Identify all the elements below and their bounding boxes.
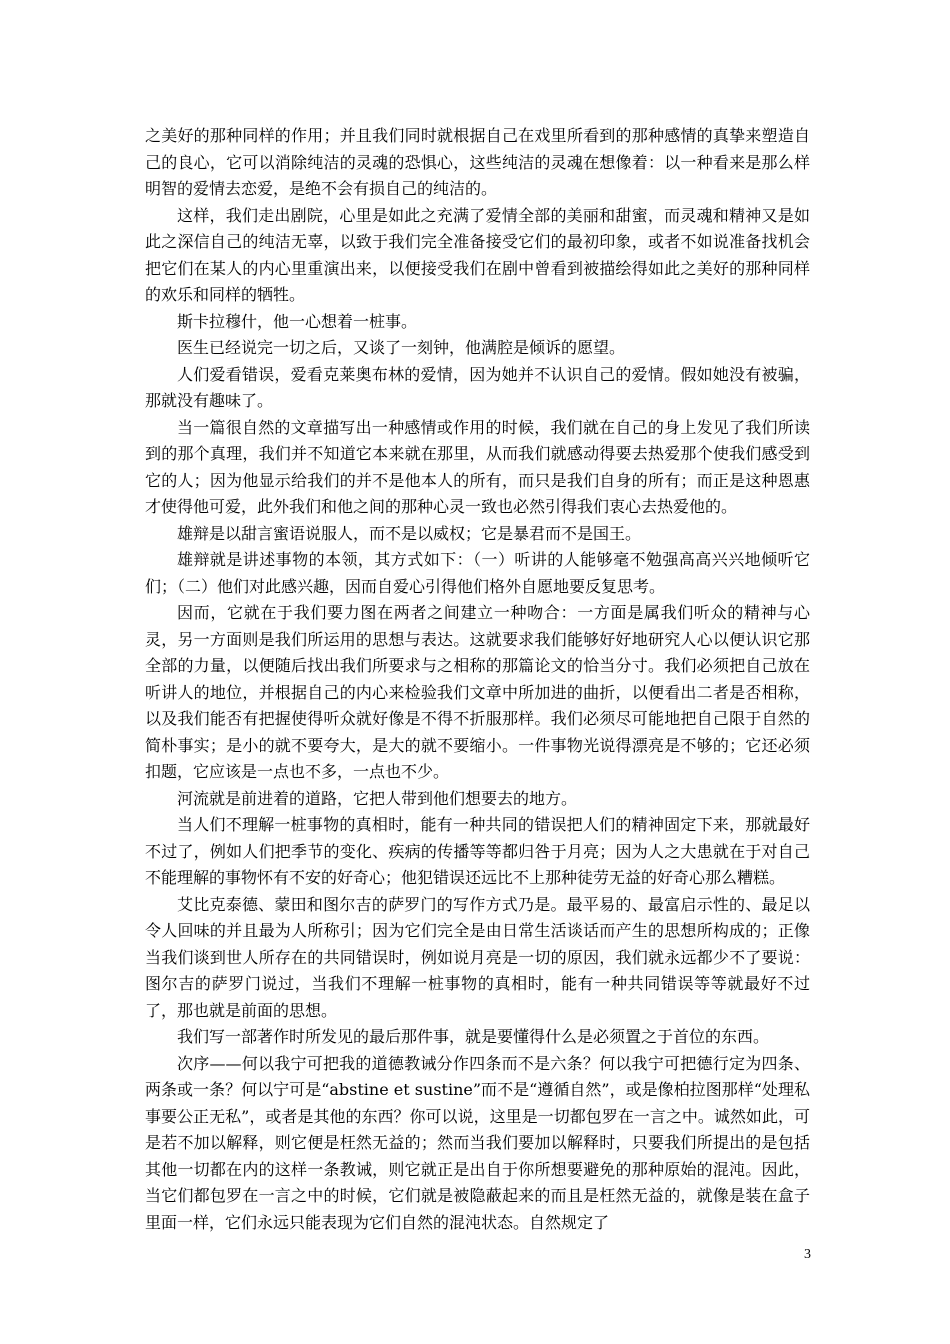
paragraph: 艾比克泰德、蒙田和图尔吉的萨罗门的写作方式乃是。最平易的、最富启示性的、最足以令人回味的并且最为人所称引；因为它们完全是由日常生活谈话而产生的思想所构成的；正像当我们谈到世人所存在的共同错误时，例如说月亮是一切的原因，我们就永远都少不了要说：图尔吉的萨罗门说过，当我们不理解一桩事物的真相时，能有一种共同错误等等就最好不过了，那也就是前面的思想。 <box>145 894 810 1020</box>
paragraph: 次序——何以我宁可把我的道德教诫分作四条而不是六条？何以我宁可把德行定为四条、两条或一条？何以宁可是“abstine et sustine”而不是“遵循自然”，或是像柏拉图那样“处理私事要公正无私”，或者是其他的东西？你可以说，这里是一切都包罗在一言之中。诚然如此，可是若不加以解释，则它便是枉然无益的；然而当我们要加以解释时，只要我们所提出的是包括其他一切都在内的这样一条教诫，则它就正是出自于你所想要避免的那种原始的混沌。因此，当它们都包罗在一言之中的时候，它们就是被隐蔽起来的而且是枉然无益的，就像是装在盒子里面一样，它们永远只能表现为它们自然的混沌状态。自然规定了 <box>145 1053 810 1232</box>
paragraph: 当一篇很自然的文章描写出一种感情或作用的时候，我们就在自己的身上发见了我们所读到的那个真理，我们并不知道它本来就在那里，从而我们就感动得要去热爱那个使我们感受到它的人；因为他显示给我们的并不是他本人的所有，而只是我们自身的所有；而正是这种恩惠才使得他可爱，此外我们和他之间的那种心灵一致也必然引得我们衷心去热爱他的。 <box>145 417 810 516</box>
paragraph: 我们写一部著作时所发见的最后那件事，就是要懂得什么是必须置之于首位的东西。 <box>177 1027 770 1046</box>
paragraph: 人们爱看错误，爱看克莱奥布林的爱情，因为她并不认识自己的爱情。假如她没有被骗，那就没有趣味了。 <box>145 364 810 410</box>
paragraph: 雄辩就是讲述事物的本领，其方式如下：（一）听讲的人能够毫不勉强高高兴兴地倾听它们；（二）他们对此感兴趣，因而自爱心引得他们格外自愿地要反复思考。 <box>145 550 810 596</box>
paragraph: 之美好的那种同样的作用；并且我们同时就根据自己在戏里所看到的那种感情的真挚来塑造自己的良心，它可以消除纯洁的灵魂的恐惧心，这些纯洁的灵魂在想像着：以一种看来是那么样明智的爱情去恋爱，是绝不会有损自己的纯洁的。 <box>145 126 810 198</box>
paragraph: 河流就是前进着的道路，它把人带到他们想要去的地方。 <box>177 788 578 808</box>
paragraph: 因而，它就在于我们要力图在两者之间建立一种吻合：一方面是属我们听众的精神与心灵，另一方面则是我们所运用的思想与表达。这就要求我们能够好好地研究人心以便认识它那全部的力量，以便随后找出我们所要求与之相称的那篇论文的恰当分寸。我们必须把自己放在听讲人的地位，并根据自己的内心来检验我们文章中所加进的曲折，以便看出二者是否相称，以及我们能否有把握使得听众就好像是不得不折服那样。我们必须尽可能地把自己限于自然的简朴事实；是小的就不要夸大，是大的就不要缩小。一件事物光说得漂亮是不够的；它还必须扣题，它应该是一点也不多，一点也不少。 <box>145 603 810 781</box>
paragraph: 当人们不理解一桩事物的真相时，能有一种共同的错误把人们的精神固定下来，那就最好不过了，例如人们把季节的变化、疾病的传播等等都归咎于月亮；因为人之大患就在于对自己不能理解的事物怀有不安的好奇心；他犯错误还远比不上那种徒劳无益的好奇心那么糟糕。 <box>145 815 810 887</box>
paragraph: 雄辩是以甜言蜜语说服人，而不是以威权；它是暴君而不是国王。 <box>177 523 642 543</box>
body-text <box>145 123 810 1236</box>
page-number: 3 <box>804 1247 811 1262</box>
paragraph: 这样，我们走出剧院，心里是如此之充满了爱情全部的美丽和甜蜜，而灵魂和精神又是如此之深信自己的纯洁无辜，以致于我们完全准备接受它们的最初印象，或者不如说准备找机会把它们在某人的内心里重演出来，以便接受我们在剧中曾看到被描绘得如此之美好的那种同样的欢乐和同样的牺牲。 <box>145 205 810 304</box>
paragraph: 医生已经说完一切之后，又谈了一刻钟，他满腔是倾诉的愿望。 <box>177 338 626 357</box>
paragraph: 斯卡拉穆什，他一心想着一桩事。 <box>177 311 418 331</box>
